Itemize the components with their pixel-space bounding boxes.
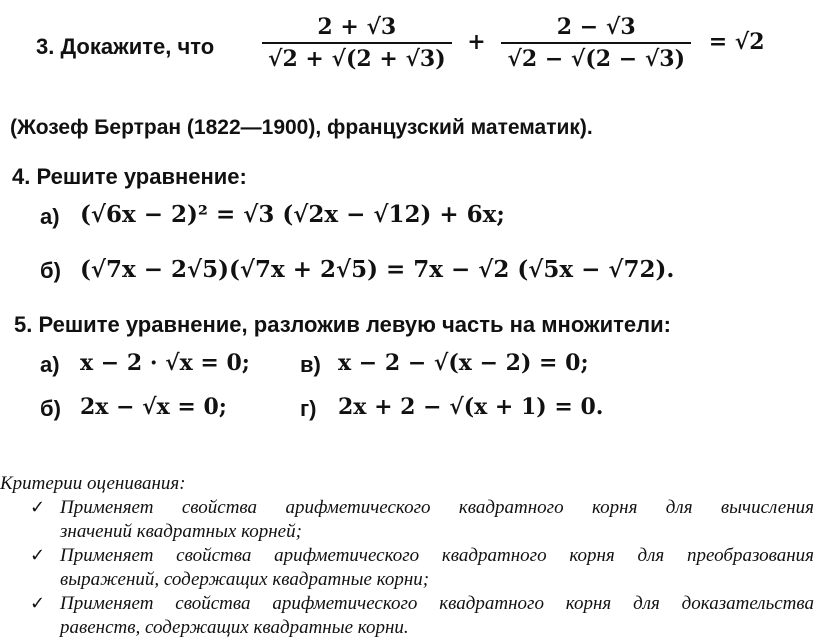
criteria-item-3-line-1: Применяет свойства арифметического квадратного корня для доказательства bbox=[60, 593, 814, 614]
task-5-number: 5. bbox=[14, 312, 33, 337]
task-5a-label: а) bbox=[40, 352, 60, 377]
task-5a-equation: x − 2 · √x = 0; bbox=[80, 350, 250, 376]
task-5b-label: б) bbox=[40, 396, 61, 421]
task-3-equation bbox=[262, 14, 765, 72]
task-4a-equation: (√6x − 2)² = √3 (√2x − √12) + 6x; bbox=[80, 201, 505, 228]
task-5v-equation: x − 2 − √(x − 2) = 0; bbox=[338, 350, 589, 376]
task-5v-label: в) bbox=[300, 352, 321, 377]
task-5-heading bbox=[14, 312, 671, 338]
fraction-1-denominator: √2 + √(2 + √3) bbox=[262, 42, 452, 72]
task-5g-label: г) bbox=[300, 396, 317, 421]
task-3-number: 3. bbox=[36, 34, 55, 59]
task-3-rhs: = √2 bbox=[708, 29, 765, 55]
task-4b-label: б) bbox=[40, 258, 61, 283]
task-5-lead: Решите уравнение, разложив левую часть на множители: bbox=[38, 312, 671, 337]
plus-sign: + bbox=[467, 29, 486, 55]
task-5b-equation: 2x − √x = 0; bbox=[80, 394, 227, 420]
task-3-heading bbox=[36, 34, 214, 60]
task-4a-label: а) bbox=[40, 204, 60, 229]
check-mark-icon: ✓ bbox=[30, 545, 46, 566]
task-4b-equation: (√7x − 2√5)(√7x + 2√5) = 7x − √2 (√5x − √72). bbox=[80, 256, 675, 283]
fraction-2 bbox=[501, 14, 691, 72]
fraction-2-numerator: 2 − √3 bbox=[556, 14, 636, 40]
criteria-item-1-line-2: значений квадратных корней; bbox=[60, 521, 302, 542]
task-3-lead: Докажите, что bbox=[60, 34, 215, 59]
criteria-item-2 bbox=[30, 544, 814, 592]
criteria-item-2-line-2: выражений, содержащих квадратные корни; bbox=[60, 569, 430, 590]
task-3-attribution: (Жозеф Бертран (1822—1900), французский математик). bbox=[10, 116, 593, 139]
fraction-2-denominator: √2 − √(2 − √3) bbox=[501, 42, 691, 72]
check-mark-icon: ✓ bbox=[30, 593, 46, 614]
criteria-item-3 bbox=[30, 592, 814, 640]
criteria-item-1-line-1: Применяет свойства арифметического квадратного корня для вычисления bbox=[60, 497, 814, 518]
fraction-1 bbox=[262, 14, 452, 72]
task-4-lead: Решите уравнение: bbox=[36, 164, 247, 189]
criteria-item-1 bbox=[30, 496, 814, 544]
criteria-item-2-line-1: Применяет свойства арифметического квадратного корня для преобразования bbox=[60, 545, 814, 566]
fraction-1-numerator: 2 + √3 bbox=[317, 14, 397, 40]
criteria-item-3-line-2: равенств, содержащих квадратные корни. bbox=[60, 617, 409, 638]
criteria-heading: Критерии оценивания: bbox=[0, 473, 186, 494]
task-5g-equation: 2x + 2 − √(x + 1) = 0. bbox=[338, 394, 604, 420]
task-4-heading bbox=[12, 164, 247, 190]
check-mark-icon: ✓ bbox=[30, 497, 46, 518]
task-4-number: 4. bbox=[12, 164, 31, 189]
